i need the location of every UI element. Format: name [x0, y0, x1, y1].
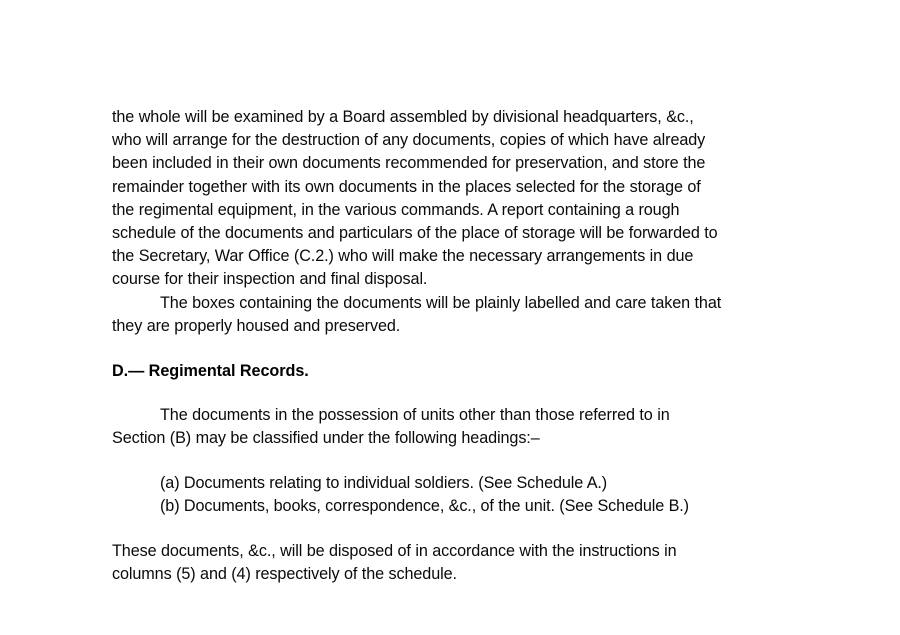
spacer-before-list — [112, 451, 726, 472]
list-item: (b) Documents, books, correspondence, &c., of the unit. (See Schedule B.) — [160, 496, 689, 515]
paragraph-disposal-instructions: These documents, &c., will be disposed of in accordance with the instructions in columns (5) and (4) respectively of the schedule. — [112, 542, 677, 584]
spacer-after-list — [112, 518, 726, 540]
list-item: (a) Documents relating to individual soldiers. (See Schedule A.) — [160, 473, 608, 492]
text-column — [112, 106, 726, 586]
paragraph-continuation: the whole will be examined by a Board assembled by divisional headquarters, &c., who will arrange for the destruction of any documents, copies of which have already been included in their own documents recommended for preservation, and store the remainder together with its own documents in the places selected for the storage of the regimental equipment, in the various commands. A report containing a rough schedule of the documents and particulars of the place of storage will be forwarded to the Secretary, War Office (C.2.) who will make the necessary arrangements in due course for their inspection and final disposal. — [112, 108, 718, 289]
paragraph-documents-classification: The documents in the possession of units other than those referred to in Section (B) may be classified under the following headings:– — [112, 406, 670, 448]
spacer-before-heading — [112, 338, 726, 360]
spacer-after-heading — [112, 383, 726, 404]
paragraph-boxes-containing-documents: The boxes containing the documents will be plainly labelled and care taken that they are properly housed and preserved. — [112, 293, 722, 335]
classification-headings-list — [112, 472, 726, 518]
section-heading-regimental-records: D.— Regimental Records. — [112, 362, 309, 381]
